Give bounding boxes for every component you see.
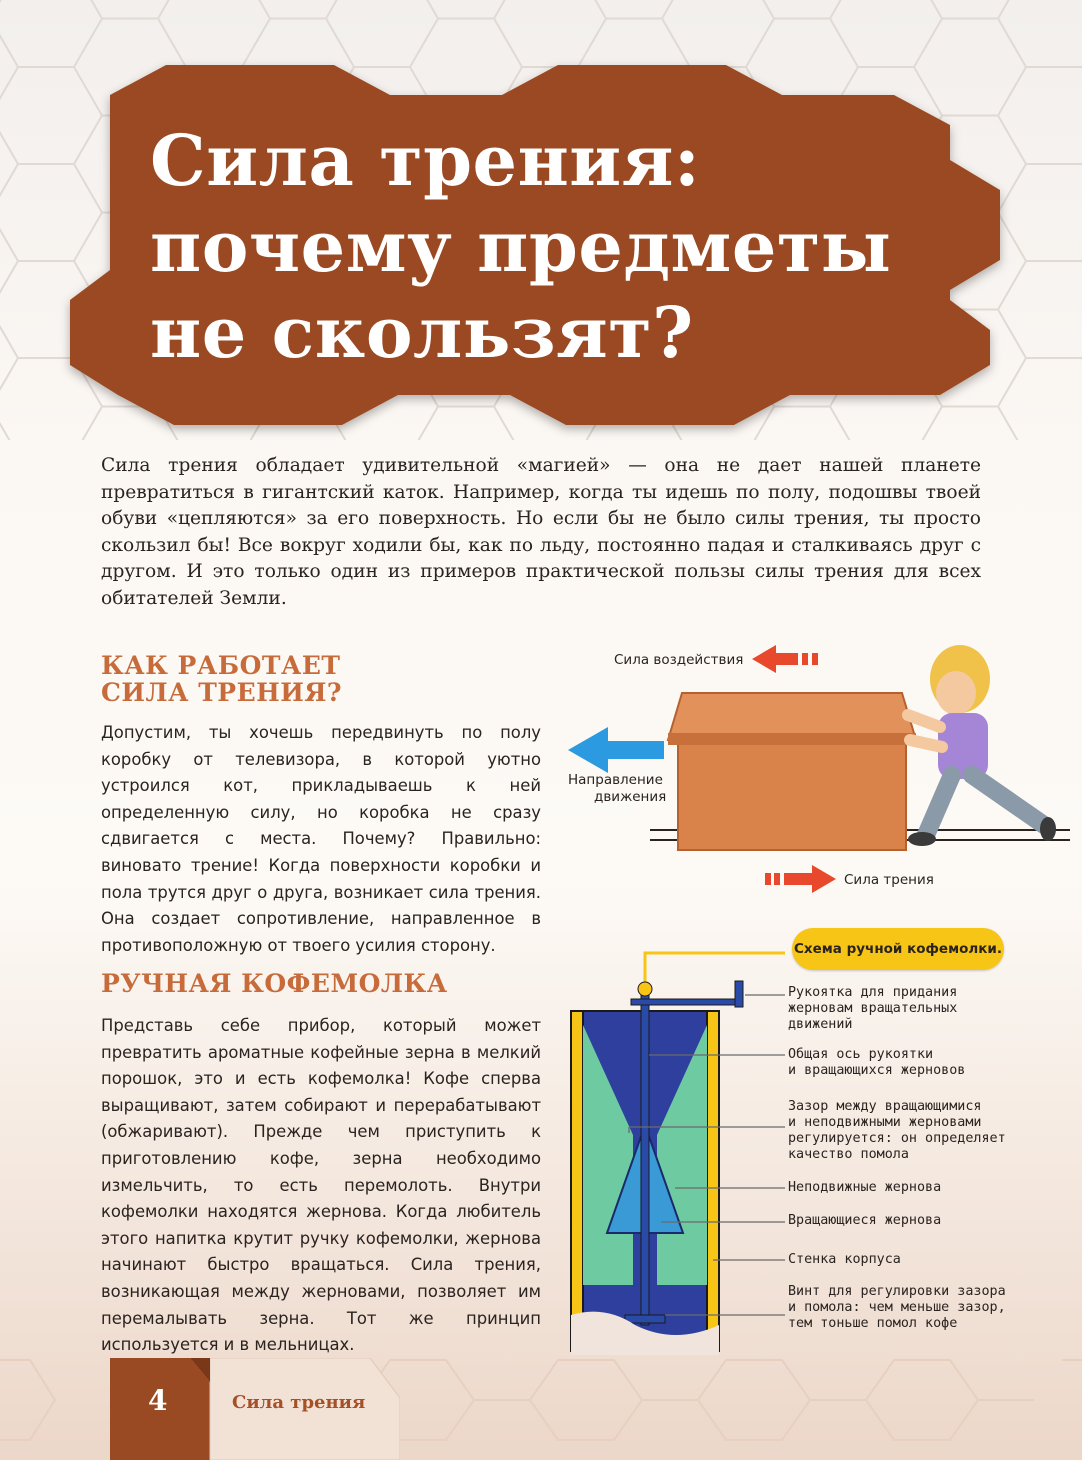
section-body-grinder: Представь себе прибор, который может превратить ароматные кофейные зерна в мелкий порошок, это и есть кофемолка! Кофе сперва выращивают, затем собирают и перерабатывают (обжаривают). Прежде чем приступить к приготовлению кофе, зерна необходимо измельчить, то есть перемолоть. Внутри кофемолки находятся жернова. Когда любитель этого напитка крутит ручку кофемолки, жернова начинают быстро вращаться. Сила трения, возникающая между жерновами, позволяет им перемалывать зерна. Тот же принцип используется и в мельницах. [101,1016,541,1355]
friction-arrow-icon [765,865,836,893]
label-handle: Рукоятка для придания жерновам вращательных движений [788,985,958,1032]
intro-paragraph: Сила трения обладает удивительной «магией» — она не дает нашей планете превратиться в гигантский каток. Например, когда ты идешь по полу, подошвы твоей обуви «цепляются» за его поверхность. Но если бы не было силы трения, ты просто скользил бы! Все вокруг ходили бы, как по льду, постоянно падая и сталкиваясь друг с другом. И это только один из примеров практической пользы силы трения для всех обитателей Земли. [101,455,981,609]
force-label: Сила воздействия [614,652,744,668]
direction-label-line2: движения [594,789,667,805]
section-heading-friction: КАК РАБОТАЕТ СИЛА ТРЕНИЯ? [101,651,343,707]
friction-label: Сила трения [844,872,934,888]
boy-illustration [908,645,1056,846]
section-body-friction: Допустим, ты хочешь передвинуть по полу коробку от телевизора, в которой уютно устроился кот, прикладываешь к ней определенную силу, но коробка не сразу сдвигается с места. Почему? Правильно: виновато трение! Когда поверхности коробки и пола трутся друг о друга, возникает сила трения. Она создает сопротивление, направленное в противоположную от твоего усилия сторону. [101,723,541,955]
title-line-1: Сила трения: [150,119,701,202]
box-illustration [668,693,916,850]
force-arrow-icon [752,645,818,673]
label-screw: Винт для регулировки зазора и помола: чем меньше зазор, тем тоньше помол кофе [788,1284,1006,1331]
footer-section-title: Сила трения [232,1392,366,1413]
page-title [150,118,910,376]
label-rotating-millstones: Вращающиеся жернова [788,1213,942,1228]
label-axis: Общая ось рукоятки и вращающихся жерновов [788,1047,966,1078]
section-heading-grinder: РУЧНАЯ КОФЕМОЛКА [101,969,448,998]
page-number: 4 [148,1384,168,1417]
box-push-diagram [560,635,1070,905]
direction-arrow-icon [568,727,664,773]
grinder-schema-badge: Схема ручной кофемолки. [792,928,1004,970]
direction-label-line1: Направление [568,772,663,788]
label-fixed-millstones: Неподвижные жернова [788,1180,942,1195]
coffee-grinder-diagram [565,945,785,1355]
label-wall: Стенка корпуса [788,1252,901,1267]
grinder-body [571,981,743,1355]
label-gap: Зазор между вращающимися и неподвижными жерновами регулируется: он определяет качество помола [788,1099,1006,1162]
title-line-2: почему предметы [150,205,892,288]
badge-connector [645,953,785,987]
title-line-3: не скользят? [150,291,694,374]
